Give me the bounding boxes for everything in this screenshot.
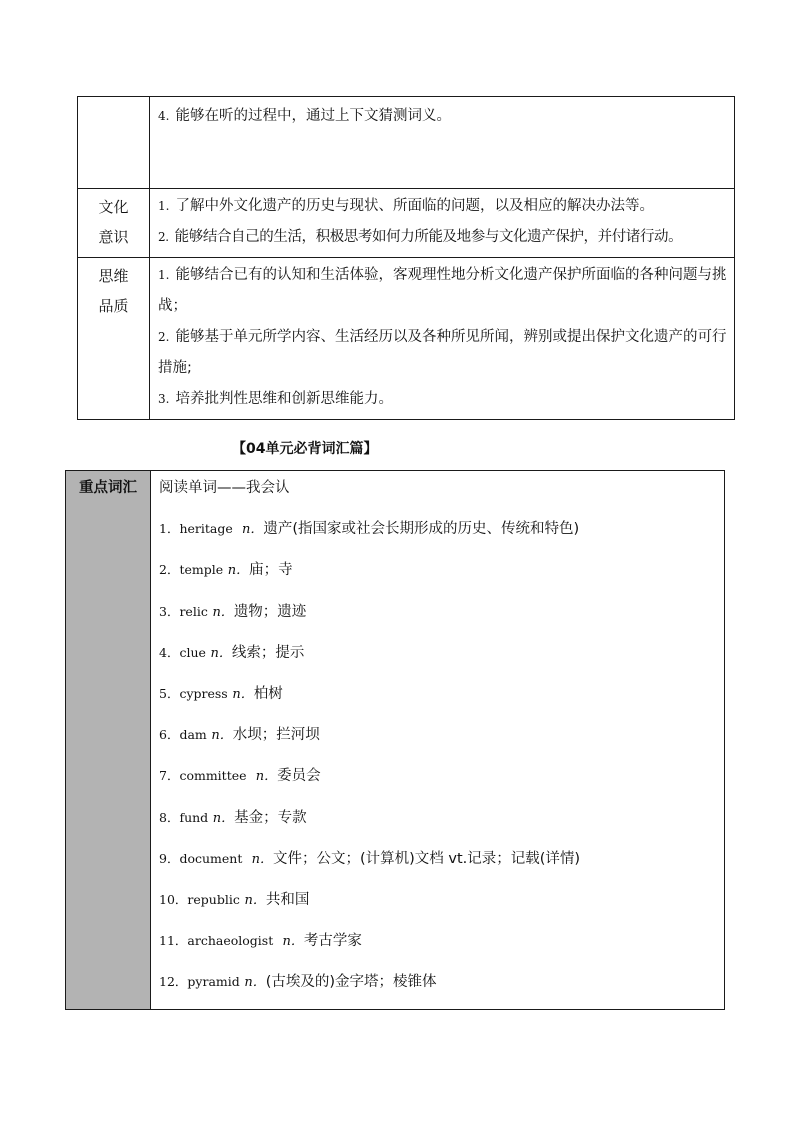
vocab-pos: n． bbox=[282, 934, 304, 950]
vocab-number: 8． bbox=[159, 809, 180, 825]
vocab-item bbox=[159, 721, 724, 762]
vocab-item bbox=[159, 515, 724, 556]
vocab-table bbox=[65, 470, 725, 1010]
vocab-number: 12． bbox=[159, 974, 188, 990]
vocab-word: dam bbox=[179, 727, 207, 743]
vocab-number: 10． bbox=[159, 891, 188, 907]
objectives-row bbox=[78, 189, 735, 258]
objectives-body bbox=[150, 97, 735, 189]
objective-item bbox=[158, 322, 728, 384]
vocab-number: 4． bbox=[159, 644, 180, 660]
objective-number: 1. bbox=[158, 268, 170, 282]
vocab-item bbox=[159, 927, 724, 968]
objectives-row bbox=[78, 97, 735, 189]
vocab-item bbox=[159, 845, 724, 886]
vocab-word: republic bbox=[187, 891, 240, 907]
objective-text: 能够在听的过程中，通过上下文猜测词义。 bbox=[175, 108, 451, 124]
objective-text: 培养批判性思维和创新思维能力。 bbox=[175, 391, 393, 407]
vocab-meaning: 基金；专款 bbox=[234, 809, 307, 826]
vocab-word: cypress bbox=[179, 685, 228, 701]
vocab-number: 6． bbox=[159, 727, 180, 743]
objectives-row bbox=[78, 258, 735, 420]
objective-item bbox=[158, 191, 734, 222]
vocab-number: 3． bbox=[159, 603, 180, 619]
objective-number: 4. bbox=[158, 109, 170, 123]
vocab-meaning: 共和国 bbox=[265, 891, 310, 908]
vocab-word: archaeologist bbox=[187, 933, 274, 949]
vocab-item bbox=[159, 762, 724, 803]
vocab-item bbox=[159, 598, 724, 639]
vocab-word: committee bbox=[179, 768, 247, 784]
vocab-list bbox=[151, 471, 725, 1010]
vocab-word: clue bbox=[179, 644, 206, 660]
objectives-heading: 思维品质 bbox=[78, 258, 150, 420]
objectives-body bbox=[150, 258, 735, 420]
vocab-word: pyramid bbox=[187, 974, 240, 990]
vocab-number: 2． bbox=[159, 562, 180, 578]
vocab-pos: n． bbox=[212, 810, 235, 826]
vocab-item bbox=[159, 804, 724, 845]
objectives-body bbox=[150, 189, 735, 258]
objective-number: 2. bbox=[158, 230, 169, 244]
vocab-item bbox=[159, 886, 724, 927]
objective-text: 了解中外文化遗产的历史与现状、所面临的问题，以及相应的解决办法等。 bbox=[175, 198, 654, 214]
vocab-meaning: 考古学家 bbox=[303, 933, 362, 950]
vocab-number: 9． bbox=[159, 850, 180, 866]
vocab-word: temple bbox=[179, 562, 224, 578]
vocab-word: heritage bbox=[179, 521, 233, 537]
objective-item bbox=[158, 101, 734, 132]
vocab-number: 5． bbox=[159, 685, 180, 701]
vocab-word: relic bbox=[179, 603, 208, 619]
vocab-meaning: 庙；寺 bbox=[249, 562, 293, 579]
vocab-meaning: (古埃及的)金字塔；棱锥体 bbox=[265, 974, 437, 991]
section-title: 【04单元必背词汇篇】 bbox=[232, 441, 378, 457]
vocab-meaning: 委员会 bbox=[277, 768, 321, 785]
vocab-item bbox=[159, 968, 724, 1009]
vocab-item bbox=[159, 556, 724, 597]
objective-text: 能够结合自己的生活，积极思考如何力所能及地参与文化遗产保护，并付诸行动。 bbox=[174, 229, 683, 245]
vocab-item bbox=[159, 680, 724, 721]
objective-number: 2. bbox=[158, 330, 170, 344]
objective-number: 1. bbox=[158, 199, 170, 213]
vocab-pos: n． bbox=[244, 975, 266, 991]
vocab-pos: n． bbox=[212, 604, 234, 620]
objective-text: 能够结合已有的认知和生活体验，客观理性地分析文化遗产保护所面临的各种问题与挑战； bbox=[158, 267, 727, 314]
vocab-pos: n． bbox=[211, 728, 233, 744]
vocab-subtitle: 阅读单词——我会认 bbox=[159, 480, 290, 496]
vocab-word: document bbox=[179, 850, 243, 866]
objective-item bbox=[158, 222, 734, 253]
vocab-number: 7． bbox=[159, 768, 180, 784]
vocab-meaning: 柏树 bbox=[253, 685, 283, 702]
vocab-meaning: 文件；公文；(计算机)文档 vt.记录；记载(详情) bbox=[272, 850, 581, 867]
vocab-meaning: 遗产(指国家或社会长期形成的历史、传统和特色) bbox=[263, 521, 580, 538]
vocab-word: fund bbox=[179, 809, 209, 825]
objectives-heading bbox=[78, 97, 150, 189]
vocab-item bbox=[159, 639, 724, 680]
vocab-pos: n． bbox=[251, 851, 273, 867]
vocab-pos: n． bbox=[241, 522, 264, 538]
objective-number: 3. bbox=[158, 392, 170, 406]
vocab-pos: n． bbox=[255, 769, 278, 785]
vocab-pos: n． bbox=[210, 645, 232, 661]
objectives-table bbox=[77, 96, 735, 420]
vocab-pos: n． bbox=[232, 686, 254, 702]
vocab-meaning: 水坝；拦河坝 bbox=[232, 727, 320, 744]
vocab-number: 1． bbox=[159, 521, 180, 537]
objective-item bbox=[158, 384, 728, 415]
vocab-side-label: 重点词汇 bbox=[66, 471, 151, 1010]
vocab-meaning: 线索；提示 bbox=[231, 644, 305, 661]
objective-text: 能够基于单元所学内容、生活经历以及各种所见所闻，辨别或提出保护文化遗产的可行措施; bbox=[158, 329, 727, 376]
vocab-meaning: 遗物；遗迹 bbox=[233, 603, 307, 620]
objective-item bbox=[158, 260, 728, 322]
objectives-heading: 文化意识 bbox=[78, 189, 150, 258]
vocab-pos: n． bbox=[227, 563, 250, 579]
vocab-pos: n． bbox=[244, 892, 266, 908]
vocab-number: 11． bbox=[159, 933, 188, 949]
